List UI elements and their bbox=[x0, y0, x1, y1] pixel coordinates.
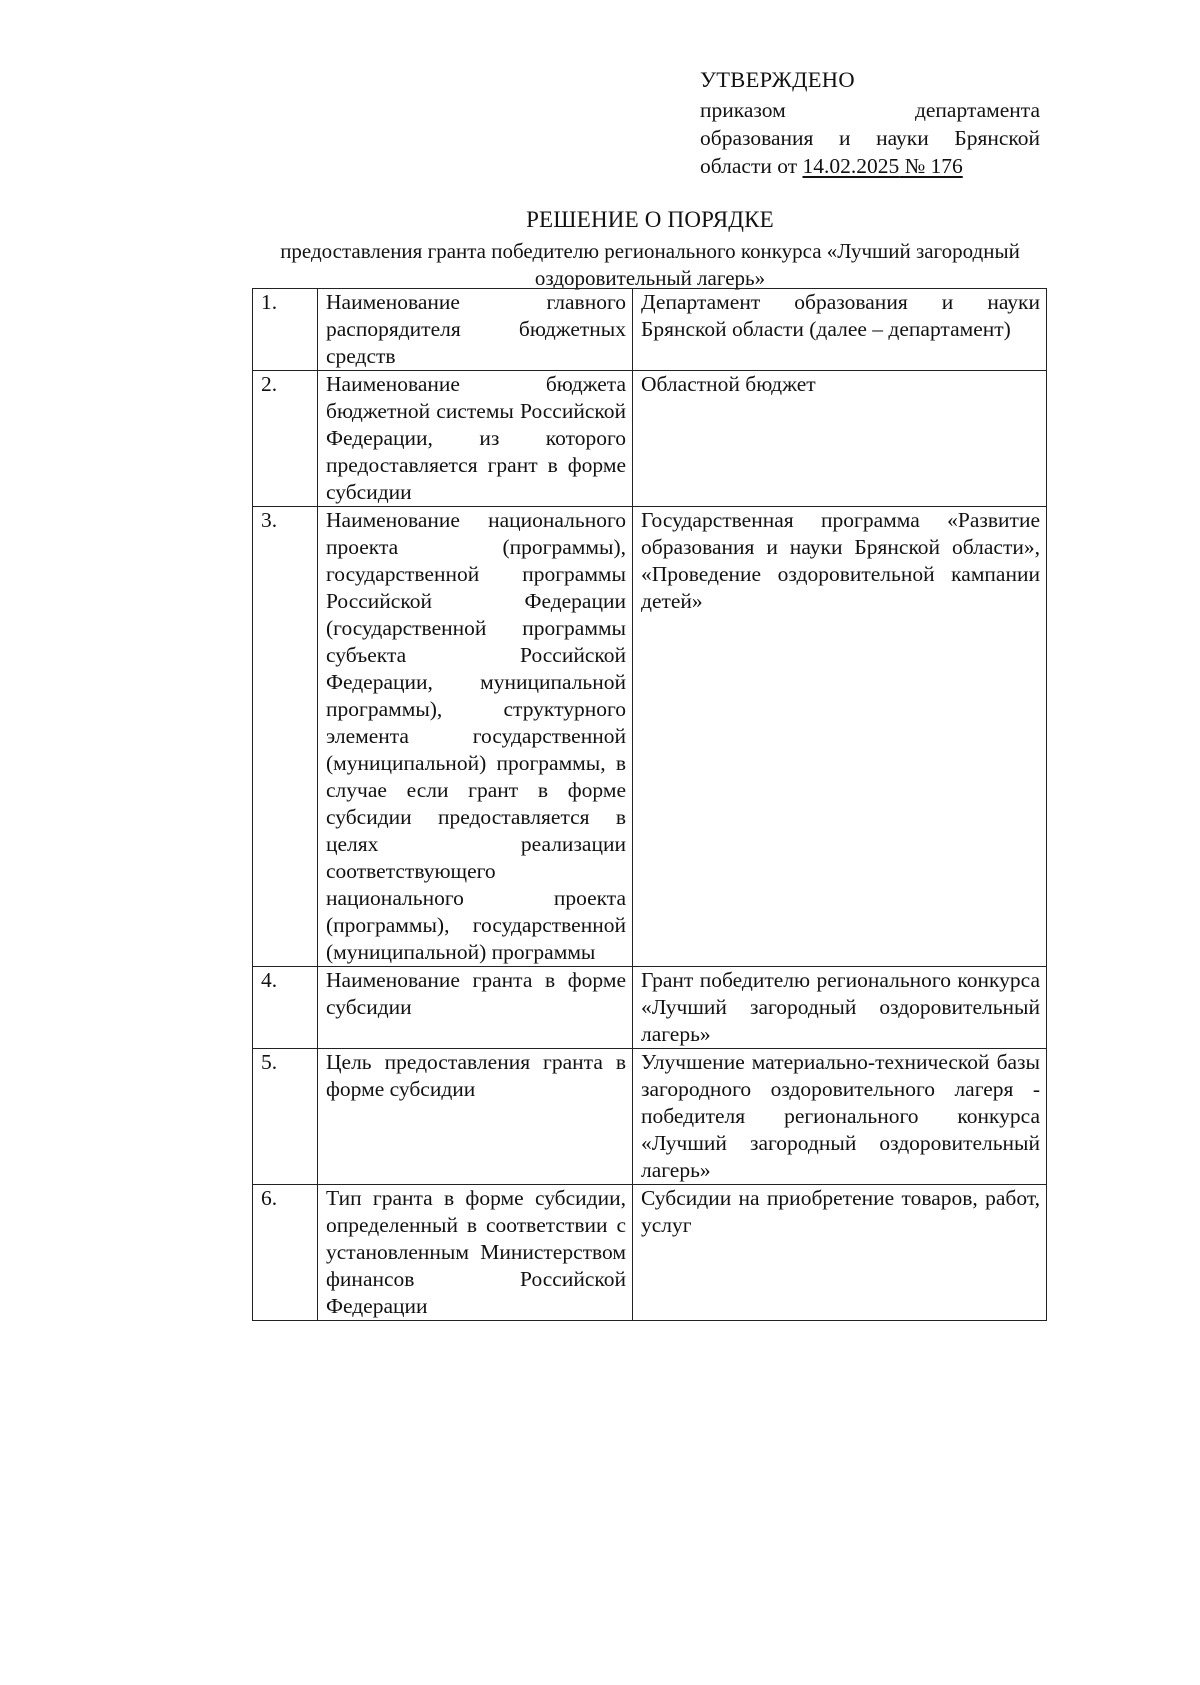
approval-heading: УТВЕРЖДЕНО bbox=[700, 67, 855, 92]
row-number: 2. bbox=[253, 371, 318, 507]
approval-line-1: приказом департамента bbox=[700, 98, 1040, 122]
approval-line-2: образования и науки Брянской bbox=[700, 126, 1040, 150]
approval-stamp bbox=[700, 66, 1040, 180]
row-value: Департамент образования и науки Брянской области (далее – департамент) bbox=[633, 289, 1047, 371]
approval-date: 14.02.2025 bbox=[802, 154, 900, 178]
row-value: Государственная программа «Развитие образования и науки Брянской области», «Проведение оздоровительной кампании детей» bbox=[633, 507, 1047, 967]
table-row bbox=[253, 1049, 1047, 1185]
row-value: Субсидии на приобретение товаров, работ, услуг bbox=[633, 1185, 1047, 1321]
row-number: 4. bbox=[253, 967, 318, 1049]
table-row bbox=[253, 967, 1047, 1049]
decision-table bbox=[252, 288, 1047, 1321]
title-main: РЕШЕНИЕ О ПОРЯДКЕ bbox=[526, 207, 774, 232]
row-label: Тип гранта в форме субсидии, определенный в соответствии с установленным Министерством финансов Российской Федерации bbox=[318, 1185, 633, 1321]
table-row bbox=[253, 507, 1047, 967]
table-row bbox=[253, 1185, 1047, 1321]
approval-line-3 bbox=[700, 152, 1040, 180]
title-subtitle: предоставления гранта победителю регионального конкурса «Лучший загородный оздоровительный лагерь» bbox=[280, 239, 1020, 290]
approval-number: 176 bbox=[930, 154, 963, 178]
row-number: 5. bbox=[253, 1049, 318, 1185]
table-row bbox=[253, 289, 1047, 371]
row-label: Наименование главного распорядителя бюджетных средств bbox=[318, 289, 633, 371]
row-number: 6. bbox=[253, 1185, 318, 1321]
table-row bbox=[253, 371, 1047, 507]
row-value: Областной бюджет bbox=[633, 371, 1047, 507]
row-number: 1. bbox=[253, 289, 318, 371]
approval-number-sign: № bbox=[899, 154, 931, 178]
approval-line-3-prefix: области от bbox=[700, 154, 803, 178]
row-label: Наименование бюджета бюджетной системы Российской Федерации, из которого предоставляется грант в форме субсидии bbox=[318, 371, 633, 507]
row-label: Наименование национального проекта (программы), государственной программы Российской Федерации (государственной программы субъекта Российской Федерации, муниципальной программы), структурного элемента государственной (муниципальной) программы, в случае если грант в форме субсидии предоставляется в целях реализации соответствующего национального проекта (программы), государственной (муниципальной) программы bbox=[318, 507, 633, 967]
row-number: 3. bbox=[253, 507, 318, 967]
row-label: Наименование гранта в форме субсидии bbox=[318, 967, 633, 1049]
row-value: Улучшение материально-технической базы загородного оздоровительного лагеря - победителя регионального конкурса «Лучший загородный оздоровительный лагерь» bbox=[633, 1049, 1047, 1185]
row-label: Цель предоставления гранта в форме субсидии bbox=[318, 1049, 633, 1185]
document-title bbox=[250, 206, 1050, 292]
row-value: Грант победителю регионального конкурса «Лучший загородный оздоровительный лагерь» bbox=[633, 967, 1047, 1049]
